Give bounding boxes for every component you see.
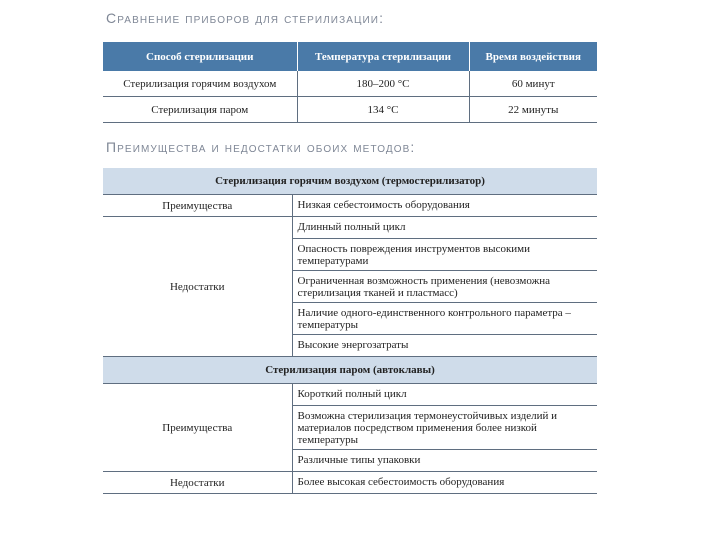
list-item: Более высокая себестоимость оборудования xyxy=(292,472,597,494)
comparison-table xyxy=(103,42,597,123)
section-header-steam xyxy=(103,357,597,384)
section-title: Стерилизация паром (автоклавы) xyxy=(103,357,597,384)
table-cell: 180–200 °С xyxy=(297,71,469,97)
column-header-time: Время воздействия xyxy=(469,42,597,71)
list-item: Опасность повреждения инструментов высокими температурами xyxy=(292,239,597,271)
list-item: Наличие одного-единственного контрольного параметра – температуры xyxy=(292,303,597,335)
table-cell: 60 минут xyxy=(469,71,597,97)
methods-table xyxy=(103,168,597,494)
column-header-method: Способ стерилизации xyxy=(103,42,297,71)
pros-label: Преимущества xyxy=(103,384,292,472)
cons-label: Недостатки xyxy=(103,217,292,357)
comparison-heading: Сравнение приборов для стерилизации: xyxy=(106,10,385,26)
list-item: Возможна стерилизация термонеустойчивых изделий и материалов посредством применения более низкой температуры xyxy=(292,406,597,450)
table-row xyxy=(103,71,597,97)
table-row xyxy=(103,97,597,123)
list-item: Низкая себестоимость оборудования xyxy=(292,195,597,217)
list-item: Короткий полный цикл xyxy=(292,384,597,406)
table-row xyxy=(103,217,597,239)
section-header-hot-air xyxy=(103,168,597,195)
table-cell: 134 °С xyxy=(297,97,469,123)
table-row xyxy=(103,384,597,406)
pros-label: Преимущества xyxy=(103,195,292,217)
list-item: Различные типы упаковки xyxy=(292,450,597,472)
table-header-row xyxy=(103,42,597,71)
list-item: Длинный полный цикл xyxy=(292,217,597,239)
cons-label: Недостатки xyxy=(103,472,292,494)
table-cell: 22 минуты xyxy=(469,97,597,123)
table-row xyxy=(103,472,597,494)
section-title: Стерилизация горячим воздухом (термостерилизатор) xyxy=(103,168,597,195)
table-cell: Стерилизация паром xyxy=(103,97,297,123)
table-row xyxy=(103,195,597,217)
list-item: Ограниченная возможность применения (невозможна стерилизация тканей и пластмасс) xyxy=(292,271,597,303)
methods-heading: Преимущества и недостатки обоих методов: xyxy=(106,139,416,155)
column-header-temperature: Температура стерилизации xyxy=(297,42,469,71)
table-cell: Стерилизация горячим воздухом xyxy=(103,71,297,97)
list-item: Высокие энергозатраты xyxy=(292,335,597,357)
